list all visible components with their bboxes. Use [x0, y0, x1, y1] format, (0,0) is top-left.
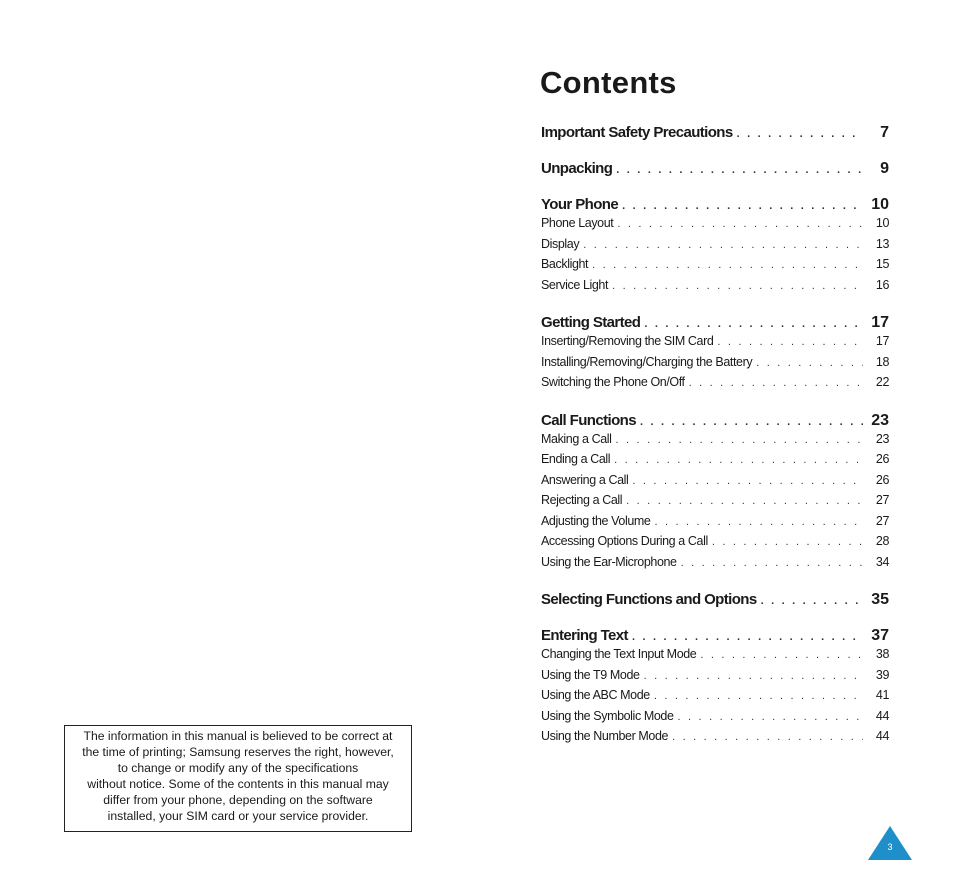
dot-leader — [612, 280, 863, 292]
toc-page-number: 23 — [875, 431, 889, 446]
toc-entry[interactable] — [541, 432, 889, 453]
toc-label: Selecting Functions and Options — [541, 591, 757, 608]
toc-page-number: 41 — [875, 688, 889, 702]
dot-leader — [644, 318, 863, 330]
toc-label: Ending a Call — [541, 452, 611, 466]
toc-label: Important Safety Precautions — [541, 124, 733, 141]
toc-entry[interactable] — [541, 668, 889, 689]
toc-section[interactable] — [541, 627, 889, 647]
toc-label: Your Phone — [541, 196, 619, 213]
toc-page-number: 15 — [875, 257, 889, 271]
toc-entry[interactable] — [541, 237, 889, 258]
toc-section[interactable] — [541, 314, 889, 334]
toc-entry[interactable] — [541, 729, 889, 750]
toc-label: Changing the Text Input Mode — [541, 647, 697, 661]
toc-page-number: 28 — [875, 534, 889, 548]
toc-entry[interactable] — [541, 493, 889, 514]
notice-line: to change or modify any of the specifications — [117, 760, 359, 775]
dot-leader — [737, 128, 863, 140]
toc-entry[interactable] — [541, 257, 889, 278]
toc-label: Display — [541, 236, 580, 251]
toc-label: Answering a Call — [541, 472, 629, 487]
toc-entry[interactable] — [541, 216, 889, 237]
dot-leader — [626, 495, 863, 507]
toc-entry[interactable] — [541, 278, 889, 299]
toc-page-number: 10 — [875, 216, 889, 230]
toc-entry[interactable] — [541, 514, 889, 535]
toc-page-number: 34 — [875, 554, 889, 569]
notice-line: installed, your SIM card or your service provider. — [107, 808, 369, 823]
dot-leader — [644, 670, 863, 682]
toc-label: Call Functions — [541, 411, 636, 429]
dot-leader — [756, 357, 863, 369]
dot-leader — [654, 690, 863, 702]
toc-label: Using the Ear-Microphone — [541, 554, 677, 569]
toc-label: Backlight — [541, 257, 589, 271]
toc-entry[interactable] — [541, 709, 889, 730]
disclaimer-notice — [64, 725, 412, 832]
toc-label: Using the Number Mode — [541, 729, 669, 743]
toc-label: Service Light — [541, 277, 609, 292]
toc-page-number: 27 — [875, 493, 889, 507]
toc-page-number: 16 — [875, 277, 889, 292]
toc-label: Unpacking — [541, 160, 613, 177]
toc-entry[interactable] — [541, 375, 889, 396]
toc-entry[interactable] — [541, 647, 889, 668]
toc-page-number: 37 — [871, 627, 889, 644]
toc-page-number: 38 — [875, 647, 889, 661]
toc-label: Using the ABC Mode — [541, 688, 650, 702]
page-number-tab — [868, 826, 912, 860]
dot-leader — [616, 164, 863, 176]
toc-section[interactable] — [541, 196, 889, 216]
toc-label: Getting Started — [541, 314, 641, 331]
toc-page-number: 26 — [875, 452, 889, 466]
toc-page-number: 17 — [871, 314, 889, 331]
toc-label: Inserting/Removing the SIM Card — [541, 334, 714, 348]
toc-section[interactable] — [541, 412, 889, 432]
notice-line: differ from your phone, depending on the software — [103, 792, 373, 807]
page-title: Contents — [540, 64, 677, 100]
notice-line: without notice. Some of the contents in this manual may — [87, 776, 389, 791]
dot-leader — [681, 557, 863, 569]
toc-label: Using the T9 Mode — [541, 667, 640, 682]
dot-leader — [640, 416, 863, 428]
dot-leader — [616, 434, 863, 446]
toc-entry[interactable] — [541, 452, 889, 473]
toc-section[interactable] — [541, 124, 889, 144]
toc-entry[interactable] — [541, 334, 889, 355]
dot-leader — [614, 454, 863, 466]
dot-leader — [678, 711, 863, 723]
toc-section[interactable] — [541, 160, 889, 180]
dot-leader — [617, 218, 863, 230]
toc-label: Rejecting a Call — [541, 493, 623, 507]
dot-leader — [654, 516, 863, 528]
dot-leader — [672, 731, 863, 743]
toc-page-number: 7 — [880, 124, 889, 141]
toc-entry[interactable] — [541, 555, 889, 576]
toc-label: Installing/Removing/Charging the Battery — [541, 354, 753, 369]
dot-leader — [592, 259, 863, 271]
toc-page-number: 18 — [875, 354, 889, 369]
toc-page-number: 44 — [875, 729, 889, 743]
dot-leader — [761, 595, 863, 607]
toc-page-number: 27 — [875, 513, 889, 528]
toc-entry[interactable] — [541, 355, 889, 376]
toc-page-number: 26 — [875, 472, 889, 487]
toc-label: Making a Call — [541, 431, 612, 446]
toc-entry[interactable] — [541, 473, 889, 494]
toc-label: Entering Text — [541, 627, 628, 644]
toc-label: Accessing Options During a Call — [541, 534, 708, 548]
dot-leader — [700, 649, 863, 661]
toc-page-number: 22 — [875, 375, 889, 389]
toc-label: Switching the Phone On/Off — [541, 375, 685, 389]
toc-label: Adjusting the Volume — [541, 513, 651, 528]
notice-line: The information in this manual is believed to be correct at — [83, 729, 393, 743]
dot-leader — [689, 377, 863, 389]
table-of-contents — [541, 124, 889, 750]
toc-section[interactable] — [541, 591, 889, 611]
dot-leader — [622, 200, 863, 212]
toc-page-number: 17 — [875, 334, 889, 348]
dot-leader — [632, 475, 863, 487]
notice-line: the time of printing; Samsung reserves the right, however, — [82, 744, 394, 759]
toc-page-number: 9 — [880, 160, 889, 177]
page-number: 3 — [887, 842, 893, 852]
toc-page-number: 23 — [871, 411, 889, 429]
toc-page-number: 35 — [871, 591, 889, 608]
dot-leader — [712, 536, 863, 548]
dot-leader — [632, 631, 863, 643]
toc-page-number: 10 — [871, 196, 889, 213]
toc-page-number: 44 — [875, 708, 889, 723]
toc-page-number: 39 — [875, 667, 889, 682]
dot-leader — [583, 239, 863, 251]
dot-leader — [717, 336, 863, 348]
toc-page-number: 13 — [875, 236, 889, 251]
toc-entry[interactable] — [541, 688, 889, 709]
toc-label: Phone Layout — [541, 216, 614, 230]
toc-entry[interactable] — [541, 534, 889, 555]
toc-label: Using the Symbolic Mode — [541, 708, 674, 723]
